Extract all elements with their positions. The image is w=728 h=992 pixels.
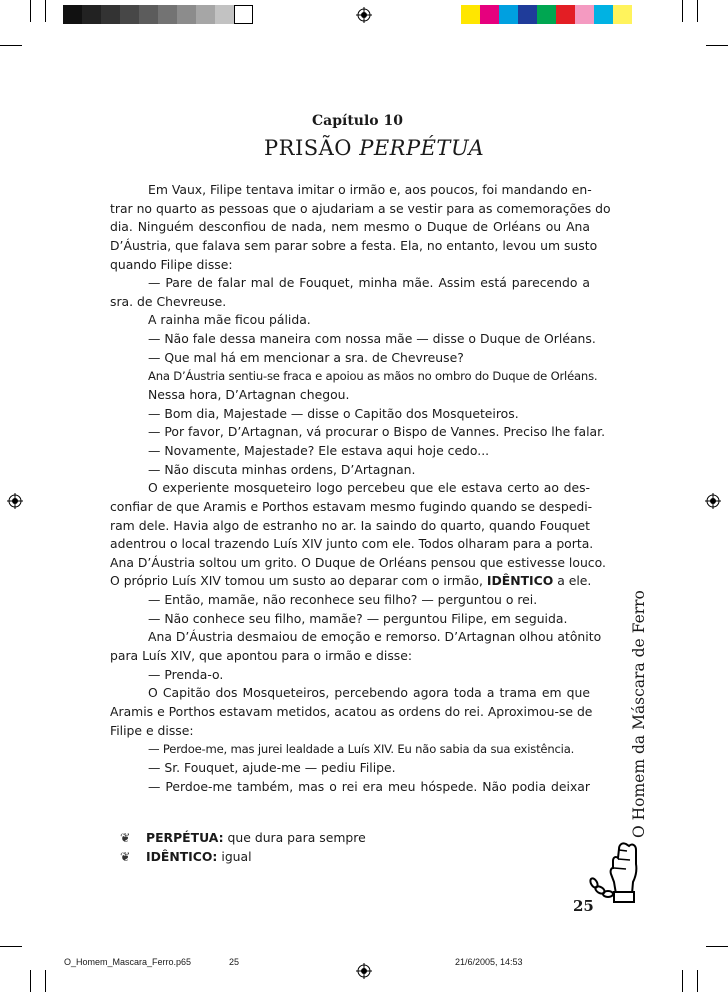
footer-filename: O_Homem_Mascara_Ferro.p65 (64, 957, 192, 967)
text-line: — Não conhece seu filho, mamãe? — perguntou Filipe, em seguida. (148, 610, 568, 626)
text-line: — Prenda-o. (148, 666, 224, 682)
registration-mark-icon (705, 493, 721, 509)
color-swatch (613, 5, 632, 24)
text-line: Ana D’Áustria desmaiou de emoção e remorso. D’Artagnan olhou atônito (148, 629, 602, 645)
gray-swatch (139, 5, 158, 24)
chapter-label: Capítulo 10 (312, 113, 403, 129)
color-swatch (537, 5, 556, 24)
text-line: — Por favor, D’Artagnan, vá procurar o Bispo de Vannes. Preciso lhe falar. (148, 424, 606, 440)
footer-page: 25 (229, 957, 240, 967)
chapter-title-part2: PERPÉTUA (359, 136, 485, 160)
text-line: Nessa hora, D’Artagnan chegou. (148, 387, 350, 403)
text-line: dia. Ninguém desconfiou de nada, nem mesmo o Duque de Orléans ou Ana (110, 219, 590, 235)
chained-fist-icon (586, 838, 646, 910)
fleuron-bullet-icon: ❦ (120, 830, 131, 845)
text-line: ram dele. Havia algo de estranho no ar. Ia saindo do quarto, quando Fouquet (110, 517, 590, 533)
gray-swatch (215, 5, 234, 24)
color-swatch (594, 5, 613, 24)
gray-swatch (177, 5, 196, 24)
gray-swatch (234, 5, 253, 24)
gray-swatch (120, 5, 139, 24)
text-line: Aramis e Porthos estavam metidos, acatou as ordens do rei. Aproximou-se de (110, 703, 593, 719)
fleuron-bullet-icon: ❦ (120, 849, 131, 864)
color-swatch (480, 5, 499, 24)
registration-mark-icon (7, 493, 23, 509)
glossary (120, 828, 366, 866)
text-line: adentrou o local trazendo Luís XIV junto com ele. Todos olharam para a porta. (110, 536, 594, 552)
glossary-term: PERPÉTUA: (146, 830, 224, 845)
grayscale-bar (63, 5, 253, 24)
text-line: Ana D’Áustria sentiu-se fraca e apoiou as mãos no ombro do Duque de Orléans. (148, 369, 598, 384)
text-line: confiar de que Aramis e Porthos estavam mesmo fugindo quando se despedi- (110, 498, 593, 514)
text-line: O experiente mosqueteiro logo percebeu que ele estava certo ao des- (148, 480, 590, 496)
glossary-definition: igual (221, 849, 252, 864)
footer-datetime: 21/6/2005, 14:53 (455, 957, 523, 967)
color-swatch (461, 5, 480, 24)
glossary-definition: que dura para sempre (227, 830, 366, 845)
page-number: 25 (573, 897, 594, 915)
text-line: Ana D’Áustria soltou um grito. O Duque de Orléans pensou que estivesse louco. (110, 554, 606, 570)
body-text (110, 181, 611, 796)
glossary-highlight: IDÊNTICO (486, 573, 554, 589)
text-line: Filipe e disse: (110, 722, 194, 738)
text-line: A rainha mãe ficou pálida. (148, 312, 311, 328)
text-line: O próprio Luís XIV tomou um susto ao deparar com o irmão, IDÊNTICO a ele. (110, 573, 592, 589)
glossary-term: IDÊNTICO: (146, 849, 218, 864)
book-title-vertical: O Homem da Máscara de Ferro (630, 590, 648, 838)
text-line: — Perdoe-me também, mas o rei era meu hóspede. Não podia deixar (148, 778, 590, 794)
text-line: — Pare de falar mal de Fouquet, minha mãe. Assim está parecendo a (148, 275, 590, 291)
text-line: — Então, mamãe, não reconhece seu filho? — perguntou o rei. (148, 592, 538, 608)
text-line: quando Filipe disse: (110, 256, 233, 272)
gray-swatch (82, 5, 101, 24)
text-line: — Que mal há em mencionar a sra. de Chevreuse? (148, 349, 464, 365)
text-line: — Não fale dessa maneira com nossa mãe — disse o Duque de Orléans. (148, 331, 596, 347)
text-line: — Não discuta minhas ordens, D’Artagnan. (148, 461, 416, 477)
chapter-title (264, 136, 484, 160)
text-line: D’Áustria, que falava sem parar sobre a festa. Ela, no entanto, levou um susto (110, 237, 598, 253)
glossary-item (120, 847, 366, 866)
color-swatch (575, 5, 594, 24)
chapter-title-part1: PRISÃO (264, 136, 353, 160)
text-line: trar no quarto as pessoas que o ajudariam a se vestir para as comemorações do (110, 200, 611, 216)
color-swatch (518, 5, 537, 24)
gray-swatch (196, 5, 215, 24)
gray-swatch (158, 5, 177, 24)
gray-swatch (101, 5, 120, 24)
text-line: Em Vaux, Filipe tentava imitar o irmão e, aos poucos, foi mandando en- (148, 182, 592, 197)
glossary-item (120, 828, 366, 847)
text-line: O Capitão dos Mosqueteiros, percebendo agora toda a trama em que (148, 685, 590, 701)
registration-mark-icon (356, 7, 372, 23)
text-line: — Bom dia, Majestade — disse o Capitão dos Mosqueteiros. (148, 405, 519, 421)
color-bar (461, 5, 632, 24)
text-line: — Perdoe-me, mas jurei lealdade a Luís XIV. Eu não sabia da sua existência. (148, 742, 575, 757)
color-swatch (556, 5, 575, 24)
text-line: para Luís XIV, que apontou para o irmão e disse: (110, 648, 413, 664)
gray-swatch (63, 5, 82, 24)
text-line: — Sr. Fouquet, ajude-me — pediu Filipe. (148, 759, 396, 775)
text-line: — Novamente, Majestade? Ele estava aqui hoje cedo... (148, 442, 490, 458)
registration-mark-icon (356, 963, 372, 979)
text-line: sra. de Chevreuse. (110, 293, 227, 309)
color-swatch (499, 5, 518, 24)
